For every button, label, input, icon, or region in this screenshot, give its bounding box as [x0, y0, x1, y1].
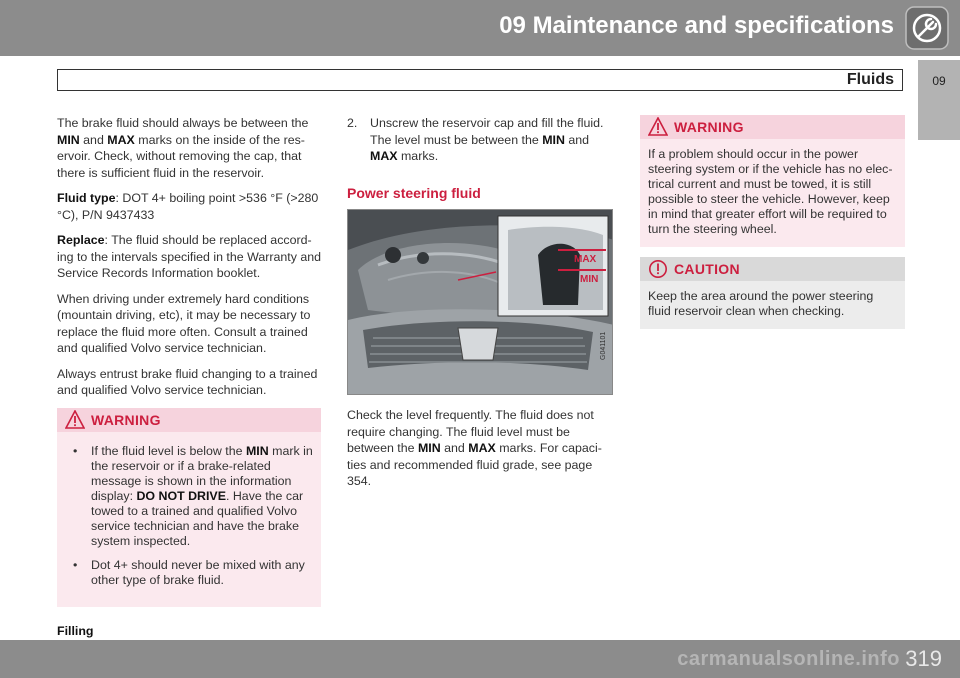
column-1	[57, 115, 321, 656]
caution-header	[640, 257, 905, 281]
engine-bay-drawing	[348, 210, 613, 395]
warning-label: WARNING	[674, 119, 744, 135]
brake-warning-box	[57, 408, 321, 607]
page-footer-bar	[0, 640, 960, 678]
figure-min-label: MIN	[580, 274, 599, 285]
warning-body	[57, 432, 321, 601]
section-header-bar	[57, 69, 903, 91]
fluid-type-paragraph: Fluid type: DOT 4+ boiling point >536 °F (>280 °C), P/N 9437433	[57, 191, 319, 222]
warning-bullet: • Dot 4+ should never be mixed with any other type of brake fluid.	[73, 557, 305, 587]
column-2	[347, 115, 613, 499]
caution-label: CAUTION	[674, 261, 740, 277]
watermark-text: carmanualsonline.info	[677, 648, 900, 670]
figure-max-label: MAX	[574, 254, 597, 265]
power-steering-check-paragraph: Check the level frequently. The fluid does not require changing. The fluid level must be between the MIN and MAX marks. For capaci-ties and recommended fluid grade, see page 354.	[347, 408, 602, 488]
warning-triangle-icon	[648, 117, 668, 136]
wrench-gear-icon	[905, 6, 949, 50]
chapter-header-bar	[0, 0, 960, 56]
entrust-paragraph: Always entrust brake fluid changing to a trained and qualified Volvo service technician.	[57, 366, 318, 397]
brake-fluid-intro: The brake fluid should always be between the MIN and MAX marks on the inside of the res-ervoir. Check, without removing the cap, that there is sufficient fluid in the reservoir.	[57, 116, 309, 180]
replace-paragraph: Replace: The fluid should be replaced accord-ing to the intervals specified in the Warranty and Service Records Information booklet.	[57, 233, 322, 280]
chapter-title: 09 Maintenance and specifications	[499, 12, 894, 39]
filling-step-2: 2. Unscrew the reservoir cap and fill the fluid. The level must be between the MIN and MAX marks.	[347, 116, 604, 163]
warning-body: If a problem should occur in the power steering system or if the vehicle has no elec-trical current and must be towed, it is still possible to steer the vehicle. However, keep in mind that greater effort will be required to turn the steering wheel.	[648, 147, 893, 236]
warning-header	[640, 115, 905, 139]
chapter-tab	[918, 60, 960, 140]
steering-warning-box	[640, 115, 905, 247]
caution-exclamation-icon	[648, 259, 668, 279]
figure-code: G041101	[600, 331, 607, 360]
power-steering-heading: Power steering fluid	[347, 184, 481, 201]
engine-bay-illustration	[347, 209, 613, 395]
warning-triangle-icon	[65, 410, 85, 429]
extreme-conditions-paragraph: When driving under extremely hard conditions (mountain driving, etc), it may be necessary to replace the fluid more often. Consult a trained and qualified Volvo service technician.	[57, 291, 311, 355]
warning-label: WARNING	[91, 411, 161, 428]
filling-heading: Filling	[57, 623, 94, 638]
section-title: Fluids	[846, 71, 894, 88]
warning-header	[57, 408, 321, 432]
chapter-tab-label: 09	[932, 74, 946, 88]
warning-bullet: • If the fluid level is below the MIN mark in the reservoir or if a brake-related message is shown in the information display: DO NOT DRIVE. Have the car towed to a trained and qualified Volvo service technician and have the brake system inspected.	[73, 443, 313, 548]
caution-body: Keep the area around the power steering fluid reservoir clean when checking.	[648, 289, 874, 318]
page-number: 319	[905, 646, 942, 671]
caution-box	[640, 257, 905, 329]
column-3	[640, 115, 905, 329]
